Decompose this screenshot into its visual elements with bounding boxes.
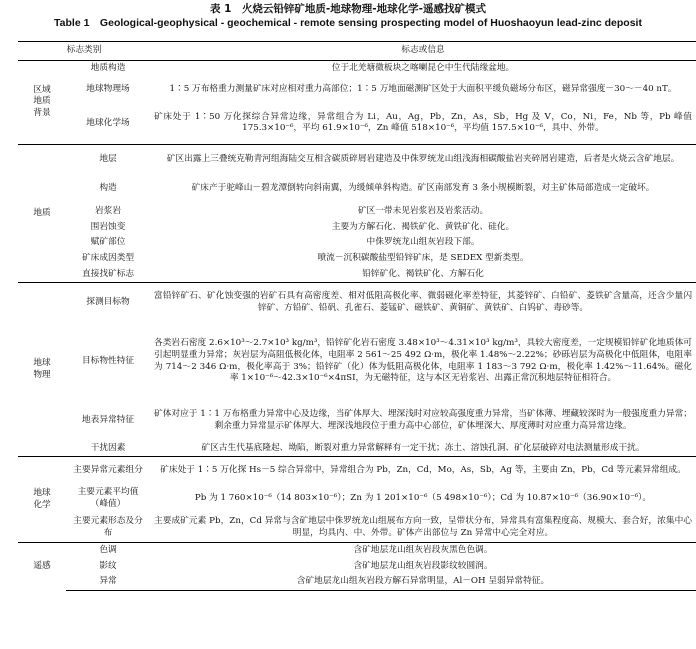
table-row — [18, 574, 696, 590]
row-subcategory: 矿床成因类型 — [81, 252, 135, 263]
row-content: 含矿地层龙山组灰岩段方解石异常明显，Al－OH 呈弱异常特征。 — [150, 574, 696, 590]
table-row — [18, 144, 696, 174]
row-content: 中侏罗统龙山组灰岩段下部。 — [366, 237, 480, 248]
row-content: 1∶5 万布格重力测量矿床对应相对重力高部位；1∶5 万地面磁测矿区处于大面积平缓负磁场分布区，磁异常强度－30～－40 nT。 — [169, 83, 677, 94]
row-subcategory: 主要元素平均值（峰值） — [77, 487, 139, 509]
table-row — [18, 559, 696, 575]
group-label-geology: 地质 — [18, 144, 66, 282]
row-content: 矿床产于驼峰山－碧龙潭倒转向斜南翼，为缓倾单斜构造。矿区南部发育 3 条小规模断裂，对主矿体局部造成一定破坏。 — [191, 183, 655, 194]
row-content: 矿床处于 1∶50 万化探综合异常边缘，异常组合为 Li，Au，Ag，Pb，Zn，As，Sb，Hg 及 V，Co，Ni，Fe，Nb 等，Pb 峰值 175.3×10⁻⁶，平均 61.9×10⁻⁶，Zn 峰值 518×10⁻⁶，平均值 157.5×10⁻⁶，具中、外带。 — [154, 111, 692, 134]
row-subcategory: 地球化学场 — [86, 117, 130, 128]
row-content: 各类岩石密度 2.6×10³～2.7×10³ kg/m³，铅锌矿化岩石密度 3.48×10³～4.31×10³ kg/m³，具较大密度差，一定规模铅锌矿化地质体可引起明显重力异常；灰岩层为高阻低极化体，电阻率 2 561～25 492 Ω·m，极化率 1.48%～2.22%；砂砾岩层为高极化中低阻体，电阻率为 714～2 346 Ω·m，极化率高于 3%；铅锌矿（化）体为低阻高极化体，电阻率 1 183～3 792 Ω·m，极化率 1.42%～11.64%。磁化率 1×10⁻⁶～42.3×10⁻⁶×4πSI，为无磁特征，这与本区无岩浆岩、出露正常沉积地层特征相符合。 — [154, 338, 692, 384]
row-subcategory: 地层 — [66, 144, 150, 174]
table-row — [18, 543, 696, 559]
row-subcategory: 地质构造 — [90, 62, 126, 73]
row-content: 矿体对应于 1∶1 万布格重力异常中心及边缘，当矿体厚大、埋深浅时对应较高强度重力异常，当矿体薄、埋藏较深时为一般强度重力异常；剩余重力异常显示矿体厚大、埋深浅地段位于重力高中心部位，矿体埋深大、厚度薄时对应重力高异常边缘。 — [154, 409, 692, 431]
row-subcategory: 影纹 — [99, 560, 117, 571]
row-subcategory: 构造 — [99, 183, 117, 194]
table-row — [18, 220, 696, 236]
row-subcategory: 赋矿部位 — [90, 237, 126, 248]
row-subcategory: 主要元素形态及分布 — [73, 515, 143, 538]
row-content: 矿区古生代基底隆起、坳陷，断裂对重力异常解释有一定干扰；冻土、溶蚀孔洞、矿化层破碎对电法测量形成干扰。 — [201, 442, 645, 453]
table-row — [18, 323, 696, 401]
table-row — [18, 457, 696, 485]
row-content: 富铅锌矿石、矿化蚀变强的岩矿石具有高密度差、相对低阻高极化率、微弱磁化率差特征，其菱锌矿、白铅矿、菱铁矿含量高，还含少量闪锌矿、方铅矿、铅矾、孔雀石、菱锰矿、磁铁矿、黄铜矿、黄铁矿、白钨矿、毒砂等。 — [150, 283, 696, 323]
row-subcategory: 干扰因素 — [90, 442, 126, 453]
group-label-regional: 区域 地质 背景 — [33, 84, 51, 118]
group-label-geochemistry: 地球 化学 — [18, 457, 66, 543]
group-label-geophysics: 地球 物理 — [18, 283, 66, 457]
table-row — [18, 513, 696, 543]
table-row — [18, 174, 696, 204]
table-row — [18, 283, 696, 323]
prospecting-model-table — [18, 41, 696, 591]
row-content: 含矿地层龙山组灰岩段影纹较圆润。 — [353, 560, 493, 571]
table-caption-english: Table 1 Geological-geophysical - geochemical - remote sensing prospecting model of Huoshaoyun lead-zinc deposit — [54, 17, 642, 29]
table-row — [18, 441, 696, 457]
group-label-remote-sensing: 遥感 — [18, 543, 66, 591]
row-content: 含矿地层龙山组灰岩段灰黑色色调。 — [150, 543, 696, 559]
row-content: 位于北羌塘微板块之喀喇昆仑中生代陆缘盆地。 — [331, 62, 515, 73]
table-row — [18, 485, 696, 513]
row-subcategory: 主要异常元素组分 — [66, 457, 150, 485]
row-subcategory: 地球物理场 — [86, 83, 130, 94]
table-row — [18, 204, 696, 220]
table-header-row — [18, 42, 696, 61]
table-row — [18, 235, 696, 251]
table-row — [18, 267, 696, 283]
row-subcategory: 围岩蚀变 — [90, 221, 126, 232]
table-row — [18, 60, 696, 76]
row-subcategory: 异常 — [66, 574, 150, 590]
row-content: 矿床处于 1∶5 万化探 Hs－5 综合异常中，异常组合为 Pb，Zn，Cd，Mo，As，Sb，Ag 等，主要由 Zn，Pb，Cd 等元素异常组成。 — [150, 457, 696, 485]
row-subcategory: 直接找矿标志 — [81, 268, 135, 279]
header-category: 标志类别 — [18, 42, 150, 61]
table-row — [18, 103, 696, 144]
row-content: 铅锌矿化、褐铁矿化、方解石化 — [362, 268, 484, 279]
row-content: 矿区出露上三叠统克勒青河组海陆交互相含碳质碎屑岩建造及中侏罗统龙山组浅海相碳酸盐岩夹碎屑岩建造，后者是火烧云含矿地层。 — [150, 144, 696, 174]
row-subcategory: 探测目标物 — [66, 283, 150, 323]
table-caption-chinese: 表 1 火烧云铅锌矿地质-地球物理-地球化学-遥感找矿模式 — [209, 3, 487, 15]
row-content: 主要为方解石化、褐铁矿化、黄铁矿化、硅化。 — [331, 221, 515, 232]
table-row — [18, 76, 696, 103]
row-subcategory: 岩浆岩 — [94, 206, 122, 217]
row-content: 主要成矿元素 Pb，Zn，Cd 异常与含矿地层中侏罗统龙山组展布方向一致，呈带状分布，异常具有富集程度高、规模大、套合好，浓集中心明显，均具内、中、外带。矿体产出部位与 Zn 异常中心完全对应。 — [154, 515, 692, 538]
table-row — [18, 401, 696, 441]
row-content: 矿区一带未见岩浆岩及岩浆活动。 — [357, 206, 489, 217]
table-row — [18, 251, 696, 267]
row-content: Pb 为 1 760×10⁻⁶（14 803×10⁻⁶）；Zn 为 1 201×10⁻⁶（5 498×10⁻⁶）；Cd 为 10.87×10⁻⁶（36.90×10⁻⁶）。 — [194, 492, 652, 503]
header-content: 标志或信息 — [150, 42, 696, 61]
row-subcategory: 目标物性特征 — [81, 355, 135, 366]
row-subcategory: 色调 — [66, 543, 150, 559]
row-subcategory: 地表异常特征 — [81, 414, 135, 425]
row-content: 喷流－沉积碳酸盐型铅锌矿床，是 SEDEX 型新类型。 — [317, 252, 529, 263]
